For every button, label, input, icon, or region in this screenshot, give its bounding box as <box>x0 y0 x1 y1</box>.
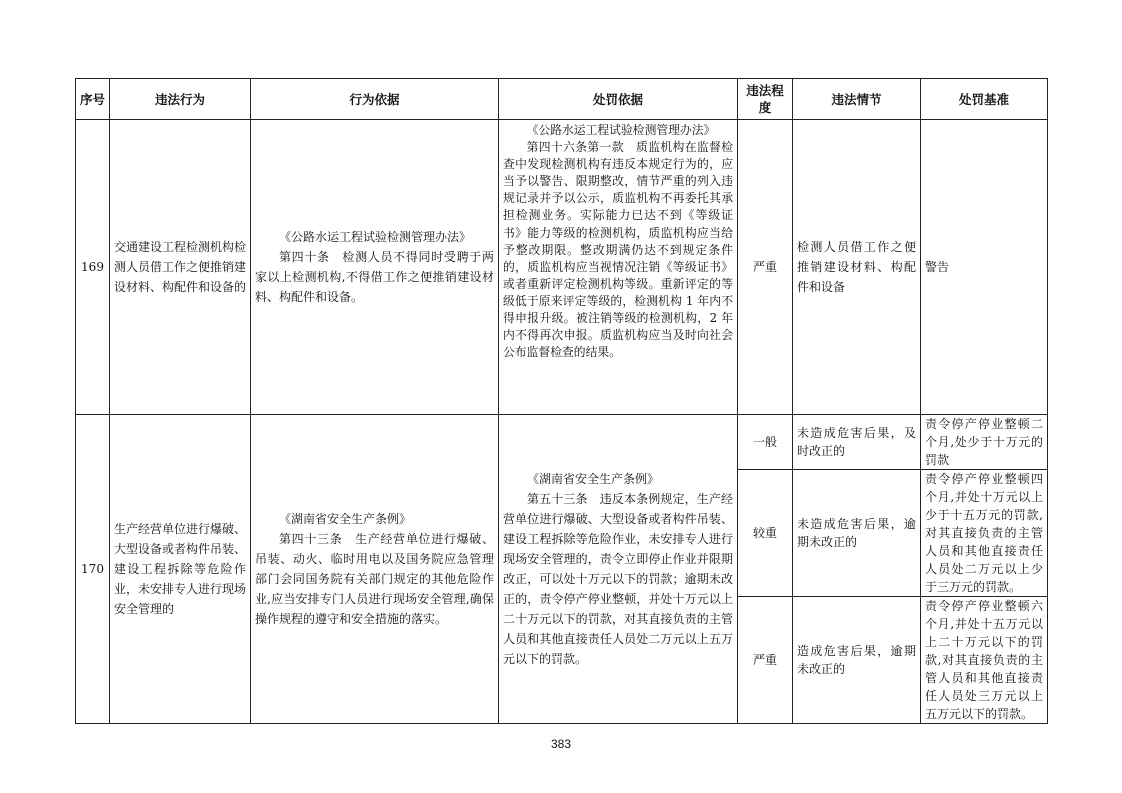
row-degree: 一般 <box>738 415 793 470</box>
header-behavior: 违法行为 <box>110 79 251 120</box>
row-standard: 责令停产停业整顿六个月,并处十五万元以上二十万元以下的罚款,对其直接负责的主管人员和其他直接责任人员处三万元以上五万元以下的罚款。 <box>921 597 1048 724</box>
row-standard: 责令停产停业整顿四个月,并处十万元以上少于十五万元的罚款,对其直接负责的主管人员和其他直接责任人员处二万元以上少于三万元的罚款。 <box>921 470 1048 597</box>
page-number: 383 <box>550 737 572 751</box>
penalty-article-text: 第四十六条第一款 质监机构在监督检查中发现检测机构有违反本规定行为的，应当予以警告、限期整改，情节严重的列入违规记录并予以公示，质监机构不再委托其承担检测业务。实际能力已达不到《等级证书》能力等级的检测机构，质监机构应当给予整改期限。整改期满仍达不到规定条件的，质监机构应当视情况注销《等级证书》或者重新评定检测机构等级。重新评定的等级低于原来评定等级的，检测机构 1 年内不得申报升级。被注销等级的检测机构，2 年内不得再次申报。质监机构应当及时向社会公布监督检查的结果。 <box>503 140 733 360</box>
basis-law-title: 《湖南省安全生产条例》 <box>279 512 412 526</box>
header-basis: 行为依据 <box>251 79 499 120</box>
row-degree: 较重 <box>738 470 793 597</box>
table-row <box>76 415 1048 470</box>
header-circumstance: 违法情节 <box>793 79 921 120</box>
row-seq: 170 <box>76 415 110 724</box>
row-circumstance: 造成危害后果，逾期未改正的 <box>793 597 921 724</box>
penalty-article-text: 第五十三条 违反本条例规定，生产经营单位进行爆破、大型设备或者构件吊装、建设工程拆除等危险作业，未安排专人进行现场安全管理的，责令立即停止作业并限期改正，可以处十万元以下的罚款；逾期未改正的，责令停产停业整顿，并处十万元以上二十万元以下的罚款，对其直接负责的主管人员和其他直接责任人员处二万元以上五万元以下的罚款。 <box>503 492 733 666</box>
header-degree: 违法程度 <box>738 79 793 120</box>
row-standard: 责令停产停业整顿二个月,处少于十万元的罚款 <box>921 415 1048 470</box>
basis-article-text: 第四十条 检测人员不得同时受聘于两家以上检测机构,不得借工作之便推销建设材料、构配件和设备。 <box>255 250 494 304</box>
header-penalty-basis: 处罚依据 <box>499 79 738 120</box>
row-behavior: 生产经营单位进行爆破、大型设备或者构件吊装、建设工程拆除等危险作业，未安排专人进行现场安全管理的 <box>110 415 251 724</box>
penalty-law-title: 《湖南省安全生产条例》 <box>527 472 660 486</box>
row-degree: 严重 <box>738 120 793 415</box>
row-seq: 169 <box>76 120 110 415</box>
table-header-row <box>76 79 1048 120</box>
row-penalty-basis <box>499 415 738 724</box>
row-behavior: 交通建设工程检测机构检测人员借工作之便推销建设材料、构配件和设备的 <box>110 120 251 415</box>
row-standard: 警告 <box>921 120 1048 415</box>
row-circumstance: 未造成危害后果，逾期未改正的 <box>793 470 921 597</box>
basis-article-text: 第四十三条 生产经营单位进行爆破、吊装、动火、临时用电以及国务院应急管理部门会同国务院有关部门规定的其他危险作业,应当安排专门人员进行现场安全管理,确保操作规程的遵守和安全措施的落实。 <box>255 532 494 626</box>
penalty-standards-table <box>75 78 1048 724</box>
penalty-law-title: 《公路水运工程试验检测管理办法》 <box>526 123 716 137</box>
row-circumstance: 检测人员借工作之便推销建设材料、构配件和设备 <box>793 120 921 415</box>
basis-law-title: 《公路水运工程试验检测管理办法》 <box>279 230 472 244</box>
row-basis <box>251 415 499 724</box>
row-circumstance: 未造成危害后果，及时改正的 <box>793 415 921 470</box>
row-penalty-basis <box>499 120 738 415</box>
table-row <box>76 120 1048 415</box>
header-seq: 序号 <box>76 79 110 120</box>
header-standard: 处罚基准 <box>921 79 1048 120</box>
row-degree: 严重 <box>738 597 793 724</box>
row-basis <box>251 120 499 415</box>
